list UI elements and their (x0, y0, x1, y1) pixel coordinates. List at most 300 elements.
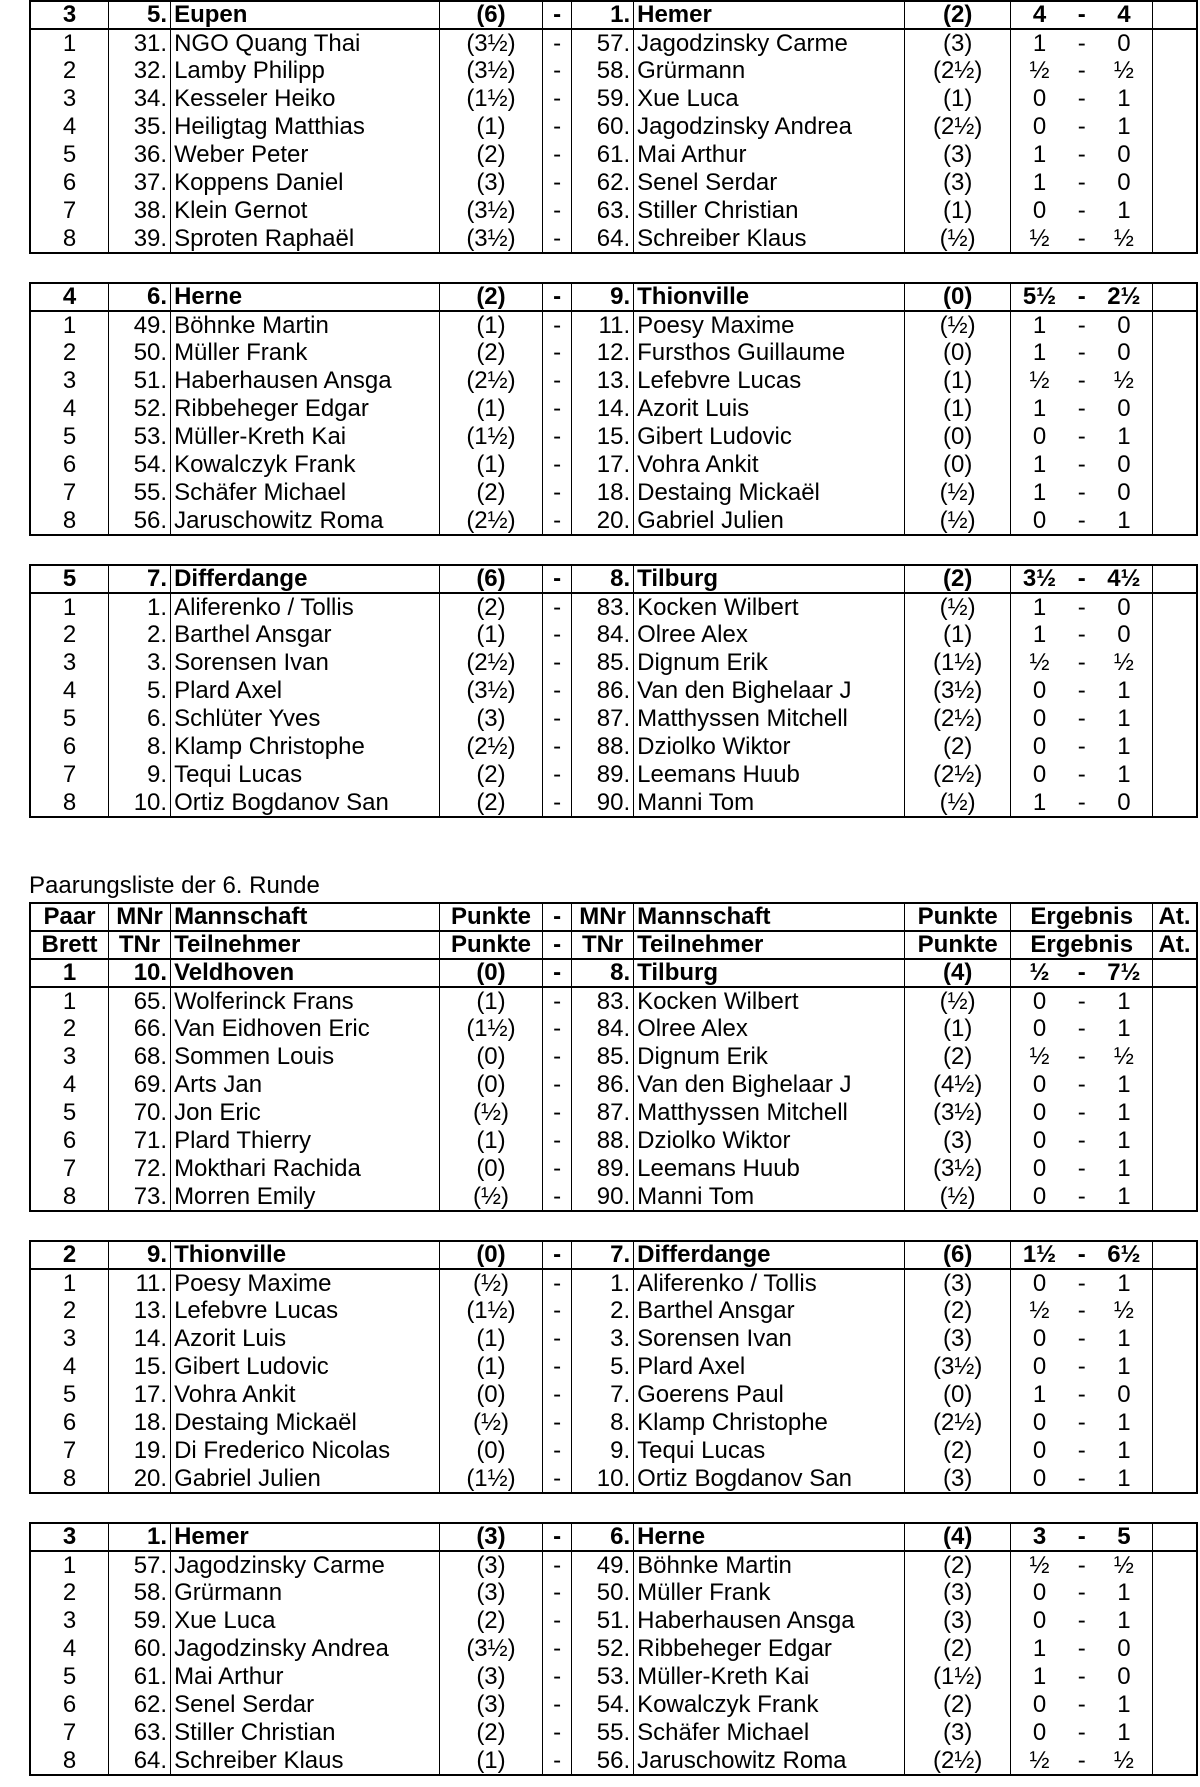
board-row (30, 1071, 1197, 1099)
board-row (30, 649, 1197, 677)
board-row (30, 1465, 1197, 1493)
result-away: 0 (1117, 141, 1131, 168)
result-away: 7½ (1107, 959, 1141, 986)
player-number-away: 86. (572, 677, 634, 705)
player-points-away: (3½) (904, 1155, 1010, 1183)
result-away: ½ (1113, 649, 1134, 676)
result-away: 1 (1117, 1437, 1131, 1464)
at-cell (1153, 565, 1198, 593)
result-cell (1011, 1579, 1153, 1607)
team-name-home: Thionville (171, 1241, 440, 1269)
player-number-away: 83. (572, 593, 634, 621)
result-cell (1011, 1381, 1153, 1409)
player-name-away: Poesy Maxime (634, 311, 905, 339)
player-number-away: 3. (572, 1325, 634, 1353)
at-cell (1153, 423, 1198, 451)
result-away: 5 (1117, 1523, 1131, 1550)
player-name-away: Xue Luca (634, 85, 905, 113)
result-away: 0 (1117, 1635, 1131, 1662)
player-name-away: Böhnke Martin (634, 1551, 905, 1579)
player-number-away: 56. (572, 1747, 634, 1775)
result-home: 0 (1032, 1127, 1047, 1154)
result-separator: - (1077, 1465, 1086, 1492)
separator-dash: - (543, 761, 572, 789)
player-number-away: 8. (572, 1409, 634, 1437)
at-cell (1153, 1691, 1198, 1719)
player-name-home: Poesy Maxime (171, 1269, 440, 1297)
player-number-home: 51. (109, 367, 171, 395)
result-home: 0 (1032, 1465, 1047, 1492)
result-cell (1011, 1719, 1153, 1747)
result-away: 0 (1117, 339, 1131, 366)
player-points-home: (3½) (439, 677, 542, 705)
separator-dash: - (543, 565, 572, 593)
player-number-away: 51. (572, 1607, 634, 1635)
board-number: 7 (30, 1155, 109, 1183)
result-separator: - (1077, 311, 1086, 339)
player-points-away: (½) (904, 311, 1010, 339)
player-points-home: (1½) (439, 85, 542, 113)
player-name-away: Gibert Ludovic (634, 423, 905, 451)
team-match-row (30, 1241, 1197, 1269)
column-header: TNr (109, 931, 171, 959)
team-number-home: 6. (109, 283, 171, 311)
team-name-away: Differdange (634, 1241, 905, 1269)
player-points-home: (2) (439, 593, 542, 621)
result-home: ½ (1029, 57, 1050, 84)
column-header: Ergebnis (1011, 931, 1153, 959)
result-separator: - (1077, 1381, 1086, 1408)
at-cell (1153, 1099, 1198, 1127)
board-number: 8 (30, 789, 109, 817)
at-cell (1153, 1437, 1198, 1465)
player-points-away: (2) (904, 1297, 1010, 1325)
player-number-home: 71. (109, 1127, 171, 1155)
result-separator: - (1077, 479, 1086, 506)
player-number-away: 90. (572, 789, 634, 817)
separator-dash: - (543, 987, 572, 1015)
result-cell (1011, 959, 1153, 987)
at-cell (1153, 1523, 1198, 1551)
team-number-home: 9. (109, 1241, 171, 1269)
player-number-home: 32. (109, 57, 171, 85)
team-number-away: 1. (572, 1, 634, 29)
player-points-away: (0) (904, 423, 1010, 451)
separator-dash: - (543, 1663, 572, 1691)
separator-dash: - (543, 789, 572, 817)
player-number-away: 2. (572, 1297, 634, 1325)
result-home: 0 (1032, 197, 1047, 224)
player-name-away: Azorit Luis (634, 395, 905, 423)
player-number-away: 85. (572, 1043, 634, 1071)
result-separator: - (1077, 1719, 1086, 1746)
player-points-home: (1) (439, 1127, 542, 1155)
player-number-away: 49. (572, 1551, 634, 1579)
result-separator: - (1077, 451, 1086, 478)
player-number-away: 85. (572, 649, 634, 677)
result-separator: - (1077, 1353, 1086, 1380)
player-points-away: (1) (904, 197, 1010, 225)
player-name-away: Matthyssen Mitchell (634, 1099, 905, 1127)
team-name-away: Herne (634, 1523, 905, 1551)
player-points-away: (2½) (904, 57, 1010, 85)
result-separator: - (1077, 733, 1086, 760)
team-name-away: Thionville (634, 283, 905, 311)
player-points-away: (1) (904, 395, 1010, 423)
board-row (30, 1043, 1197, 1071)
player-number-home: 50. (109, 339, 171, 367)
column-header: Teilnehmer (171, 931, 440, 959)
board-row (30, 1437, 1197, 1465)
player-points-away: (4½) (904, 1071, 1010, 1099)
board-row (30, 507, 1197, 535)
team-match-row (30, 565, 1197, 593)
board-number: 4 (30, 1635, 109, 1663)
result-away: 1 (1117, 1015, 1131, 1042)
player-points-away: (3) (904, 1719, 1010, 1747)
player-points-home: (1) (439, 113, 542, 141)
at-cell (1153, 479, 1198, 507)
result-home: 0 (1032, 113, 1047, 140)
result-away: ½ (1113, 1043, 1134, 1070)
board-row (30, 1015, 1197, 1043)
pairing-block (29, 1240, 1198, 1494)
board-number: 3 (30, 649, 109, 677)
at-cell (1153, 1579, 1198, 1607)
player-points-away: (½) (904, 479, 1010, 507)
team-name-home: Veldhoven (171, 959, 440, 987)
player-points-away: (½) (904, 789, 1010, 817)
board-row (30, 57, 1197, 85)
player-points-away: (3) (904, 1269, 1010, 1297)
player-name-home: Sproten Raphaël (171, 225, 440, 253)
result-away: ½ (1113, 1747, 1134, 1774)
player-number-home: 68. (109, 1043, 171, 1071)
team-name-home: Herne (171, 283, 440, 311)
separator-dash: - (543, 1747, 572, 1775)
at-cell (1153, 1465, 1198, 1493)
result-separator: - (1077, 1183, 1086, 1210)
result-home: 1 (1032, 621, 1047, 648)
separator-dash: - (543, 1409, 572, 1437)
player-number-home: 6. (109, 705, 171, 733)
board-row (30, 113, 1197, 141)
player-name-away: Schäfer Michael (634, 1719, 905, 1747)
player-points-home: (3) (439, 705, 542, 733)
player-name-away: Vohra Ankit (634, 451, 905, 479)
result-separator: - (1077, 1269, 1086, 1297)
player-name-home: Destaing Mickaël (171, 1409, 440, 1437)
board-number: 4 (30, 1071, 109, 1099)
board-row (30, 733, 1197, 761)
result-cell (1011, 1127, 1153, 1155)
team-points-away: (2) (904, 1, 1010, 29)
board-row (30, 311, 1197, 339)
result-away: 0 (1117, 789, 1131, 816)
result-away: 1 (1117, 507, 1131, 534)
player-points-away: (1½) (904, 1663, 1010, 1691)
at-cell (1153, 1325, 1198, 1353)
team-match-row (30, 1523, 1197, 1551)
player-name-home: Van Eidhoven Eric (171, 1015, 440, 1043)
result-cell (1011, 1269, 1153, 1297)
team-points-away: (4) (904, 959, 1010, 987)
player-name-away: Dziolko Wiktor (634, 733, 905, 761)
player-number-home: 49. (109, 311, 171, 339)
board-row (30, 225, 1197, 253)
result-away: 1 (1117, 987, 1131, 1015)
player-points-away: (0) (904, 339, 1010, 367)
separator-dash: - (543, 1635, 572, 1663)
player-name-home: Weber Peter (171, 141, 440, 169)
player-number-away: 88. (572, 733, 634, 761)
player-number-away: 87. (572, 1099, 634, 1127)
player-points-away: (2) (904, 1691, 1010, 1719)
result-home: 0 (1032, 1155, 1047, 1182)
team-points-home: (0) (439, 1241, 542, 1269)
player-name-away: Müller-Kreth Kai (634, 1663, 905, 1691)
separator-dash: - (543, 197, 572, 225)
column-header: Mannschaft (634, 903, 905, 931)
player-name-home: Jon Eric (171, 1099, 440, 1127)
player-points-away: (½) (904, 225, 1010, 253)
result-home: 0 (1032, 677, 1047, 704)
player-number-home: 31. (109, 29, 171, 57)
team-points-away: (0) (904, 283, 1010, 311)
player-name-home: Böhnke Martin (171, 311, 440, 339)
result-cell (1011, 283, 1153, 311)
result-away: 1 (1117, 1183, 1131, 1210)
player-number-home: 69. (109, 1071, 171, 1099)
player-points-away: (1½) (904, 649, 1010, 677)
player-name-away: Ortiz Bogdanov San (634, 1465, 905, 1493)
board-number: 1 (30, 987, 109, 1015)
result-separator: - (1077, 1523, 1086, 1550)
player-name-away: Schreiber Klaus (634, 225, 905, 253)
player-name-home: Haberhausen Ansga (171, 367, 440, 395)
team-number-home: 5. (109, 1, 171, 29)
result-separator: - (1077, 1, 1086, 28)
column-header: Ergebnis (1011, 903, 1153, 931)
at-cell (1153, 1, 1198, 29)
player-name-away: Dignum Erik (634, 649, 905, 677)
player-points-home: (2½) (439, 507, 542, 535)
team-name-home: Differdange (171, 565, 440, 593)
result-cell (1011, 1297, 1153, 1325)
result-cell (1011, 789, 1153, 817)
separator-dash: - (543, 705, 572, 733)
result-separator: - (1077, 197, 1086, 224)
at-cell (1153, 1071, 1198, 1099)
separator-dash: - (543, 85, 572, 113)
player-number-away: 55. (572, 1719, 634, 1747)
player-number-home: 61. (109, 1663, 171, 1691)
player-number-away: 89. (572, 761, 634, 789)
team-points-home: (0) (439, 959, 542, 987)
board-row (30, 339, 1197, 367)
team-number-away: 7. (572, 1241, 634, 1269)
player-points-home: (3½) (439, 197, 542, 225)
separator-dash: - (543, 1155, 572, 1183)
result-separator: - (1077, 57, 1086, 84)
player-points-away: (3½) (904, 1353, 1010, 1381)
result-home: 0 (1032, 1325, 1047, 1352)
result-home: 1 (1032, 593, 1047, 621)
result-cell (1011, 451, 1153, 479)
board-number: 3 (30, 1043, 109, 1071)
result-separator: - (1077, 1297, 1086, 1324)
board-number: 2 (30, 339, 109, 367)
board-number: 4 (30, 113, 109, 141)
player-points-home: (1½) (439, 1015, 542, 1043)
separator-dash: - (543, 733, 572, 761)
at-cell (1153, 197, 1198, 225)
player-number-home: 5. (109, 677, 171, 705)
player-points-home: (0) (439, 1381, 542, 1409)
board-row (30, 29, 1197, 57)
board-number: 2 (30, 1015, 109, 1043)
result-home: ½ (1029, 1747, 1050, 1774)
player-number-home: 14. (109, 1325, 171, 1353)
player-points-away: (3) (904, 1607, 1010, 1635)
separator-dash: - (543, 1523, 572, 1551)
at-cell (1153, 283, 1198, 311)
player-points-home: (2½) (439, 367, 542, 395)
player-points-home: (3) (439, 1551, 542, 1579)
separator-dash: - (543, 1, 572, 29)
player-name-away: Matthyssen Mitchell (634, 705, 905, 733)
team-points-away: (2) (904, 565, 1010, 593)
player-name-home: Koppens Daniel (171, 169, 440, 197)
at-cell (1153, 1663, 1198, 1691)
result-home: 0 (1032, 1579, 1047, 1606)
result-separator: - (1077, 1607, 1086, 1634)
result-cell (1011, 1241, 1153, 1269)
player-name-home: Sommen Louis (171, 1043, 440, 1071)
board-row (30, 1269, 1197, 1297)
board-row (30, 479, 1197, 507)
board-number: 5 (30, 1663, 109, 1691)
result-cell (1011, 621, 1153, 649)
player-name-away: Manni Tom (634, 789, 905, 817)
player-name-away: Senel Serdar (634, 169, 905, 197)
at-cell (1153, 29, 1198, 57)
result-home: 1 (1032, 395, 1047, 422)
result-home: 0 (1032, 1099, 1047, 1126)
player-number-away: 84. (572, 621, 634, 649)
player-points-home: (1½) (439, 1465, 542, 1493)
result-home: 0 (1032, 1015, 1047, 1042)
result-cell (1011, 1043, 1153, 1071)
player-name-home: Kesseler Heiko (171, 85, 440, 113)
result-away: 1 (1117, 1127, 1131, 1154)
result-separator: - (1077, 283, 1086, 310)
board-row (30, 1691, 1197, 1719)
pairing-block (29, 564, 1198, 818)
result-away: 1 (1117, 1691, 1131, 1718)
result-separator: - (1077, 1635, 1086, 1662)
result-separator: - (1077, 959, 1086, 986)
team-number-away: 8. (572, 959, 634, 987)
board-row (30, 1663, 1197, 1691)
player-points-home: (3) (439, 169, 542, 197)
player-number-away: 62. (572, 169, 634, 197)
result-cell (1011, 1325, 1153, 1353)
result-away: 0 (1117, 169, 1131, 196)
player-points-home: (3½) (439, 57, 542, 85)
column-header: Punkte (439, 931, 542, 959)
result-separator: - (1077, 1747, 1086, 1774)
player-name-away: Manni Tom (634, 1183, 905, 1211)
result-away: 2½ (1107, 283, 1141, 310)
player-name-away: Kocken Wilbert (634, 987, 905, 1015)
separator-dash: - (543, 1127, 572, 1155)
player-name-away: Van den Bighelaar J (634, 677, 905, 705)
player-points-away: (3) (904, 1127, 1010, 1155)
at-cell (1153, 311, 1198, 339)
player-name-home: Kowalczyk Frank (171, 451, 440, 479)
result-away: 1 (1117, 197, 1131, 224)
result-home: 1½ (1022, 1241, 1057, 1268)
player-number-home: 58. (109, 1579, 171, 1607)
result-cell (1011, 311, 1153, 339)
result-away: 1 (1117, 1607, 1131, 1634)
player-number-home: 73. (109, 1183, 171, 1211)
result-away: 1 (1117, 1353, 1131, 1380)
result-away: 1 (1117, 677, 1131, 704)
result-home: 0 (1032, 705, 1047, 732)
player-name-away: Lefebvre Lucas (634, 367, 905, 395)
result-home: 0 (1032, 987, 1047, 1015)
board-number: 1 (30, 1269, 109, 1297)
result-home: ½ (1029, 1043, 1050, 1070)
board-row (30, 451, 1197, 479)
column-header: Teilnehmer (634, 931, 905, 959)
result-separator: - (1077, 789, 1086, 816)
result-away: 0 (1117, 621, 1131, 648)
player-number-home: 20. (109, 1465, 171, 1493)
player-name-away: Destaing Mickaël (634, 479, 905, 507)
player-name-away: Jagodzinsky Carme (634, 29, 905, 57)
player-number-away: 17. (572, 451, 634, 479)
player-name-home: Plard Thierry (171, 1127, 440, 1155)
player-name-away: Leemans Huub (634, 761, 905, 789)
board-row (30, 761, 1197, 789)
player-name-home: Sorensen Ivan (171, 649, 440, 677)
separator-dash: - (543, 621, 572, 649)
result-home: 1 (1032, 339, 1047, 366)
player-points-home: (1½) (439, 1297, 542, 1325)
player-points-away: (2½) (904, 1409, 1010, 1437)
result-cell (1011, 987, 1153, 1015)
round-title: Paarungsliste der 6. Runde (29, 872, 320, 899)
separator-dash: - (543, 57, 572, 85)
player-name-home: Schreiber Klaus (171, 1747, 440, 1775)
player-points-away: (1) (904, 85, 1010, 113)
player-points-away: (½) (904, 1183, 1010, 1211)
player-number-home: 62. (109, 1691, 171, 1719)
player-name-away: Van den Bighelaar J (634, 1071, 905, 1099)
player-name-home: Jagodzinsky Carme (171, 1551, 440, 1579)
result-away: 1 (1117, 1325, 1131, 1352)
result-home: 0 (1032, 1691, 1047, 1718)
result-away: ½ (1113, 57, 1134, 84)
separator-dash: - (543, 451, 572, 479)
player-name-away: Fursthos Guillaume (634, 339, 905, 367)
player-number-home: 15. (109, 1353, 171, 1381)
player-name-away: Haberhausen Ansga (634, 1607, 905, 1635)
result-away: 0 (1117, 479, 1131, 506)
